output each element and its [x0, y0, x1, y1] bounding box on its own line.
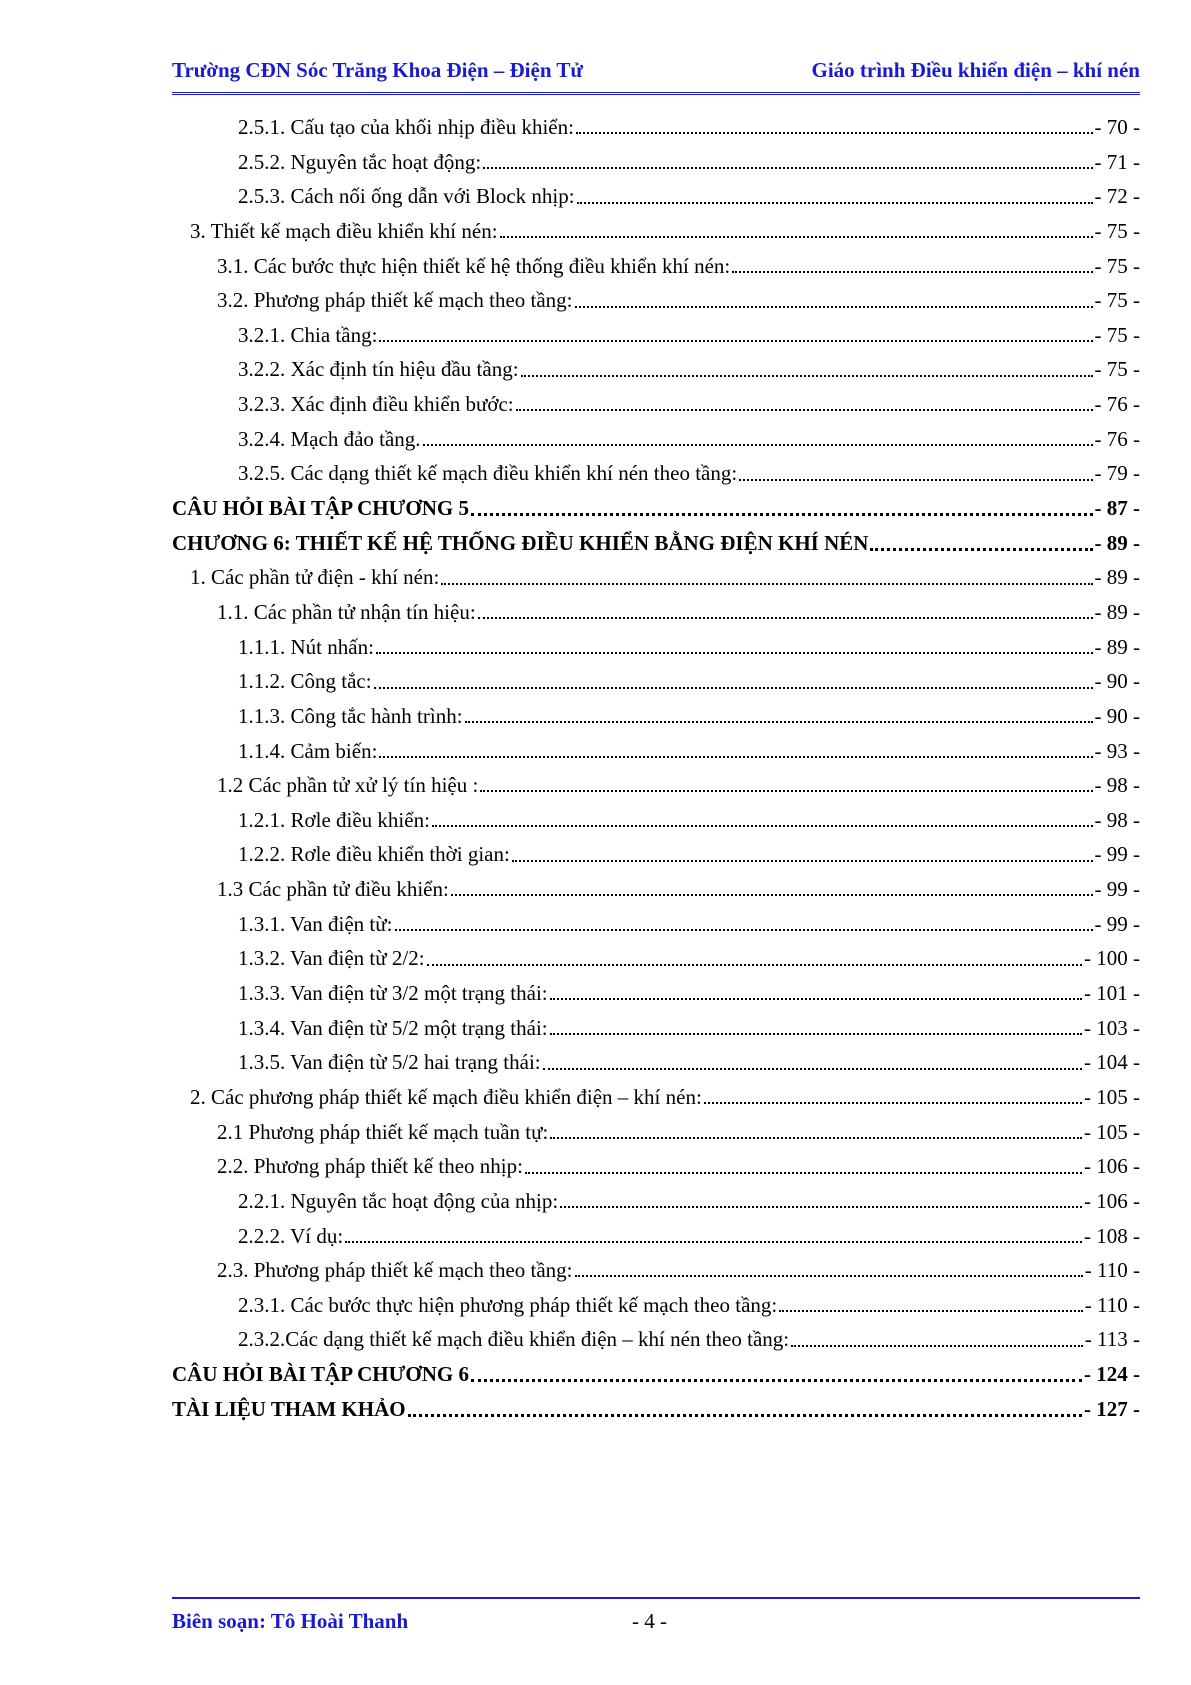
toc-entry-page: - 105 -: [1084, 1119, 1140, 1144]
toc-dot-leader: [483, 167, 1092, 169]
toc-entry[interactable]: [172, 1080, 1140, 1115]
toc-entry-page: - 90 -: [1094, 669, 1140, 694]
toc-entry[interactable]: [172, 526, 1140, 561]
toc-entry-page: - 76 -: [1094, 392, 1140, 417]
toc-entry-label: CÂU HỎI BÀI TẬP CHƯƠNG 6: [172, 1362, 469, 1387]
toc-entry-page: - 127 -: [1084, 1396, 1140, 1421]
toc-entry[interactable]: [172, 1219, 1140, 1254]
toc-entry-page: - 99 -: [1094, 911, 1140, 936]
toc-entry[interactable]: [172, 837, 1140, 872]
toc-entry-page: - 103 -: [1084, 1015, 1140, 1040]
toc-entry[interactable]: [172, 768, 1140, 803]
toc-dot-leader: [423, 444, 1093, 446]
toc-dot-leader: [432, 825, 1093, 827]
toc-dot-leader: [376, 652, 1093, 654]
toc-dot-leader: [550, 998, 1082, 1000]
toc-entry-label: 1.3.1. Van điện từ:: [238, 911, 393, 936]
toc-entry[interactable]: [172, 1115, 1140, 1150]
toc-dot-leader: [525, 1172, 1082, 1174]
toc-entry-page: - 76 -: [1094, 426, 1140, 451]
toc-entry-page: - 108 -: [1084, 1223, 1140, 1248]
header-course-title: Giáo trình Điều khiển điện – khí nén: [811, 58, 1140, 82]
toc-entry-page: - 75 -: [1094, 322, 1140, 347]
toc-dot-leader: [471, 1379, 1082, 1382]
toc-entry[interactable]: [172, 1392, 1140, 1427]
toc-dot-leader: [500, 236, 1093, 238]
toc-entry[interactable]: [172, 1011, 1140, 1046]
toc-dot-leader: [512, 860, 1093, 862]
footer-author: Biên soạn: Tô Hoài Thanh: [172, 1609, 409, 1633]
toc-entry[interactable]: [172, 110, 1140, 145]
toc-entry[interactable]: [172, 907, 1140, 942]
toc-entry-label: 2.3.1. Các bước thực hiện phương pháp thiết kế mạch theo tầng:: [238, 1292, 778, 1317]
toc-entry[interactable]: [172, 976, 1140, 1011]
page-footer: [172, 1597, 1140, 1633]
toc-entry-label: 2.5.3. Cách nối ống dẫn với Block nhịp:: [238, 184, 575, 209]
toc-entry[interactable]: [172, 1149, 1140, 1184]
toc-entry-label: TÀI LIỆU THAM KHẢO: [172, 1396, 406, 1421]
toc-dot-leader: [516, 409, 1093, 411]
toc-entry-label: 2.5.1. Cấu tạo của khối nhịp điều khiển:: [238, 115, 574, 139]
toc-entry[interactable]: [172, 699, 1140, 734]
toc-entry[interactable]: [172, 1253, 1140, 1288]
toc-entry[interactable]: [172, 422, 1140, 457]
toc-entry-label: 2.2.2. Ví dụ:: [238, 1223, 344, 1248]
page-header: [172, 52, 1140, 95]
toc-dot-leader: [345, 1241, 1082, 1243]
toc-dot-leader: [543, 1068, 1082, 1070]
toc-entry-page: - 110 -: [1084, 1258, 1140, 1283]
toc-entry[interactable]: [172, 1045, 1140, 1080]
toc-entry[interactable]: [172, 145, 1140, 180]
toc-dot-leader: [575, 306, 1093, 308]
toc-entry-page: - 89 -: [1094, 530, 1140, 555]
toc-entry-page: - 101 -: [1084, 981, 1140, 1006]
toc-entry-page: - 70 -: [1094, 115, 1140, 139]
toc-entry-label: 1.2.1. Rơle điều khiển:: [238, 807, 430, 832]
toc-entry-label: 2.5.2. Nguyên tắc hoạt động:: [238, 149, 482, 174]
toc-entry-page: - 75 -: [1094, 218, 1140, 243]
toc-entry[interactable]: [172, 352, 1140, 387]
toc-entry[interactable]: [172, 318, 1140, 353]
toc-entry[interactable]: [172, 214, 1140, 249]
toc-dot-leader: [576, 132, 1093, 134]
toc-dot-leader: [779, 1310, 1083, 1312]
toc-entry-page: - 100 -: [1084, 946, 1140, 971]
toc-entry[interactable]: [172, 283, 1140, 318]
toc-entry[interactable]: [172, 179, 1140, 214]
toc-dot-leader: [471, 513, 1093, 516]
toc-entry[interactable]: [172, 387, 1140, 422]
toc-dot-leader: [441, 583, 1092, 585]
toc-entry[interactable]: [172, 456, 1140, 491]
toc-entry-page: - 75 -: [1094, 253, 1140, 278]
toc-entry-page: - 75 -: [1094, 288, 1140, 313]
toc-entry-label: 3.2.4. Mạch đảo tầng.: [238, 426, 421, 451]
toc-entry[interactable]: [172, 734, 1140, 769]
toc-dot-leader: [560, 1206, 1082, 1208]
toc-entry-page: - 98 -: [1094, 773, 1140, 798]
toc-dot-leader: [732, 271, 1092, 273]
toc-entry-label: 1.1.4. Cảm biến:: [238, 738, 378, 763]
toc-entry-page: - 99 -: [1094, 842, 1140, 867]
toc-entry-label: 2.2. Phương pháp thiết kế theo nhịp:: [217, 1154, 523, 1179]
toc-entry-page: - 71 -: [1094, 149, 1140, 174]
toc-entry[interactable]: [172, 872, 1140, 907]
toc-entry[interactable]: [172, 1288, 1140, 1323]
toc-dot-leader: [374, 687, 1093, 689]
toc-entry-page: - 106 -: [1084, 1188, 1140, 1213]
toc-entry-page: - 89 -: [1094, 565, 1140, 590]
toc-entry-page: - 104 -: [1084, 1050, 1140, 1075]
toc-entry-page: - 87 -: [1094, 496, 1140, 521]
toc-entry-label: 1.3.5. Van điện từ 5/2 hai trạng thái:: [238, 1050, 541, 1075]
toc-entry-label: 3.2.1. Chia tầng:: [238, 322, 378, 347]
toc-entry[interactable]: [172, 1322, 1140, 1357]
toc-entry[interactable]: [172, 664, 1140, 699]
toc-entry-label: 3.2.2. Xác định tín hiệu đầu tầng:: [238, 357, 519, 382]
toc-entry-page: - 93 -: [1094, 738, 1140, 763]
toc-entry[interactable]: [172, 803, 1140, 838]
toc-dot-leader: [577, 202, 1093, 204]
toc-entry-page: - 124 -: [1084, 1362, 1140, 1387]
toc-entry-label: 3.2. Phương pháp thiết kế mạch theo tầng:: [217, 288, 573, 313]
toc-entry-label: 1.3.4. Van điện từ 5/2 một trạng thái:: [238, 1015, 548, 1040]
toc-entry-label: 3.1. Các bước thực hiện thiết kế hệ thống điều khiển khí nén:: [217, 253, 731, 278]
toc-entry-page: - 106 -: [1084, 1154, 1140, 1179]
toc-entry-label: 2. Các phương pháp thiết kế mạch điều khiển điện – khí nén:: [190, 1084, 702, 1109]
toc-entry-label: 2.1 Phương pháp thiết kế mạch tuần tự:: [217, 1119, 549, 1144]
toc-entry-label: 1.3 Các phần tử điều khiển:: [217, 877, 449, 902]
toc-entry-label: 2.3. Phương pháp thiết kế mạch theo tầng:: [217, 1258, 573, 1283]
toc-entry-page: - 110 -: [1084, 1292, 1140, 1317]
toc-entry-label: 3.2.5. Các dạng thiết kế mạch điều khiển khí nén theo tầng:: [238, 461, 738, 486]
toc-entry-label: 1.3.2. Van điện từ 2/2:: [238, 946, 425, 971]
toc-dot-leader: [465, 721, 1093, 723]
toc-entry-label: 1. Các phần tử điện - khí nén:: [190, 565, 440, 590]
toc-entry-label: 3. Thiết kế mạch điều khiển khí nén:: [190, 218, 498, 243]
toc-dot-leader: [427, 964, 1082, 966]
toc-dot-leader: [550, 1137, 1082, 1139]
toc-entry-label: 1.2.2. Rơle điều khiển thời gian:: [238, 842, 510, 867]
toc-entry[interactable]: [172, 1184, 1140, 1219]
header-school: Trường CĐN Sóc Trăng Khoa Điện – Điện Tử: [172, 58, 583, 82]
toc-dot-leader: [478, 617, 1093, 619]
toc-dot-leader: [395, 929, 1093, 931]
toc-entry-label: 1.3.3. Van điện từ 3/2 một trạng thái:: [238, 981, 548, 1006]
toc-entry-page: - 98 -: [1094, 807, 1140, 832]
table-of-contents: [172, 110, 1140, 1426]
toc-entry-page: - 113 -: [1084, 1327, 1140, 1352]
toc-dot-leader: [575, 1275, 1083, 1277]
toc-entry-label: CHƯƠNG 6: THIẾT KẾ HỆ THỐNG ĐIỀU KHIỂN BẰNG ĐIỆN KHÍ NÉN: [172, 530, 869, 555]
toc-entry-page: - 79 -: [1094, 461, 1140, 486]
toc-entry-page: - 75 -: [1094, 357, 1140, 382]
toc-entry-label: 1.1.3. Công tắc hành trình:: [238, 703, 463, 728]
toc-entry[interactable]: [172, 560, 1140, 595]
toc-dot-leader: [550, 1033, 1082, 1035]
toc-dot-leader: [379, 340, 1092, 342]
toc-dot-leader: [379, 756, 1092, 758]
toc-entry-page: - 99 -: [1094, 877, 1140, 902]
toc-entry-label: 2.2.1. Nguyên tắc hoạt động của nhịp:: [238, 1188, 559, 1213]
toc-entry-label: 1.2 Các phần tử xử lý tín hiệu :: [217, 773, 479, 798]
toc-dot-leader: [791, 1345, 1083, 1347]
toc-dot-leader: [870, 548, 1092, 551]
toc-entry-label: 1.1.2. Công tắc:: [238, 669, 372, 694]
toc-entry[interactable]: [172, 1357, 1140, 1392]
toc-dot-leader: [451, 894, 1093, 896]
toc-entry-label: 1.1. Các phần tử nhận tín hiệu:: [217, 599, 476, 624]
toc-entry-label: 1.1.1. Nút nhấn:: [238, 634, 374, 659]
toc-dot-leader: [739, 479, 1092, 481]
toc-entry-page: - 89 -: [1094, 634, 1140, 659]
toc-entry[interactable]: [172, 941, 1140, 976]
toc-entry-label: 2.3.2.Các dạng thiết kế mạch điều khiển điện – khí nén theo tầng:: [238, 1327, 790, 1352]
toc-entry-page: - 72 -: [1094, 184, 1140, 209]
toc-entry-label: CÂU HỎI BÀI TẬP CHƯƠNG 5: [172, 496, 469, 521]
toc-entry-label: 3.2.3. Xác định điều khiển bước:: [238, 392, 514, 417]
toc-dot-leader: [704, 1102, 1082, 1104]
toc-entry[interactable]: [172, 630, 1140, 665]
toc-entry-page: - 105 -: [1084, 1084, 1140, 1109]
footer-page-number: - 4 -: [632, 1609, 667, 1633]
toc-entry[interactable]: [172, 491, 1140, 526]
toc-dot-leader: [521, 375, 1093, 377]
toc-entry-page: - 89 -: [1094, 599, 1140, 624]
toc-dot-leader: [480, 790, 1092, 792]
toc-entry[interactable]: [172, 595, 1140, 630]
toc-entry-page: - 90 -: [1094, 703, 1140, 728]
toc-entry[interactable]: [172, 249, 1140, 284]
toc-dot-leader: [408, 1414, 1082, 1417]
